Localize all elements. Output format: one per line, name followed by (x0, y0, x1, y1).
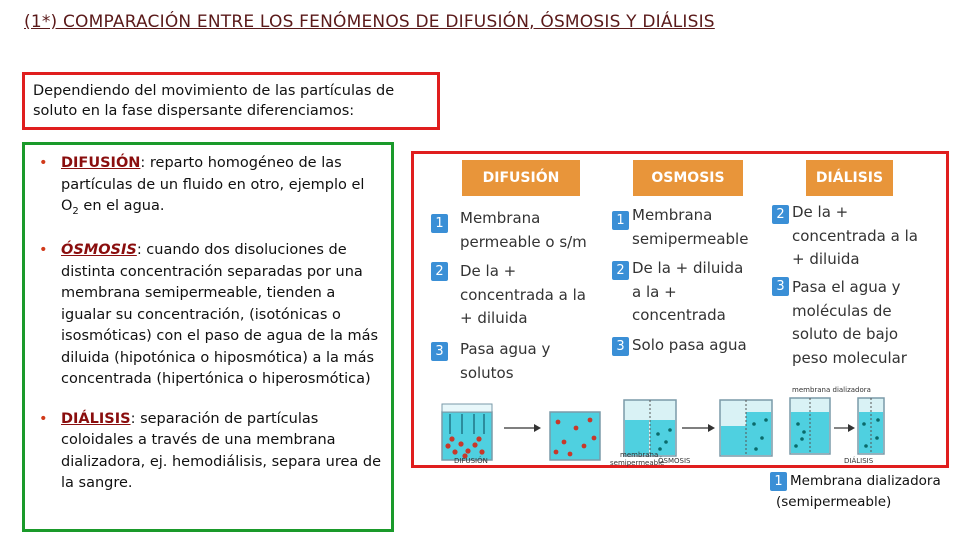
text-line: + diluida (792, 250, 860, 268)
text-line: permeable o s/m (460, 232, 587, 251)
bullet-dot-icon: • (39, 242, 48, 259)
text-line: concentrada a la (792, 226, 918, 245)
membrane-note (770, 471, 941, 513)
intro-line-1: Dependiendo del movimiento de las partículas de (33, 83, 395, 99)
dialysis-beaker (790, 398, 830, 454)
text-line: soluto de bajo (792, 325, 899, 343)
arrow-head-icon (534, 424, 541, 432)
definitions-box (22, 142, 394, 532)
text-line: semipermeable (632, 229, 749, 248)
bullet-tail: en el agua. (78, 198, 165, 214)
number-badge: 3 (772, 277, 789, 296)
arrow-head-icon (848, 424, 855, 432)
number-badge: 2 (772, 205, 789, 224)
text-line: moléculas de (792, 301, 892, 320)
text-line: Pasa el agua y (792, 278, 901, 296)
text-line: Solo pasa agua (632, 336, 747, 354)
term-osmosis: ÓSMOSIS (61, 242, 137, 259)
number-badge: 1 (612, 211, 629, 230)
bullet-dialisis (35, 409, 381, 495)
bullet-dot-icon: • (39, 410, 48, 427)
number-badge: 2 (431, 262, 448, 281)
osmosis-point-2 (632, 257, 743, 328)
caption-difusion: DIFUSIÓN (454, 457, 488, 465)
bullet-text: : reparto homogéneo de las partículas de un fluido en otro, ejemplo el O (61, 155, 365, 214)
bullet-difusion (35, 153, 381, 222)
number-badge: 3 (431, 342, 448, 361)
difusion-point-1 (460, 207, 587, 254)
osmosis-beaker (624, 400, 676, 456)
note-line-2: (semipermeable) (776, 494, 892, 510)
number-badge: 3 (612, 337, 629, 356)
slide-title: (1*) COMPARACIÓN ENTRE LOS FENÓMENOS DE DIFUSIÓN, ÓSMOSIS Y DIÁLISIS (24, 12, 715, 32)
bullet-text: : cuando dos disoluciones de distinta concentración separadas por una membrana semipermeable, tienden a igualar su concentración, (isotónicas o isosmóticas) con el paso de agua de la más diluida (hipotónica o hiposmótica) a la más concentrada (hipertónica o hiperosmótica) (61, 242, 379, 388)
dialysis-beaker-after (858, 398, 884, 454)
text-line: De la + (460, 262, 517, 280)
caption-membrana: membrana (620, 451, 659, 459)
bullet-text: : separación de partículas coloidales a través de una membrana dializadora, ej. hemodiálisis, separa urea de la sangre. (61, 410, 382, 492)
bullet-osmosis (35, 240, 381, 391)
diffusion-beaker (442, 404, 492, 460)
subscript: 2 (72, 205, 79, 217)
text-line: + diluida (460, 309, 528, 327)
caption-osmosis: ÓSMOSIS (658, 457, 691, 465)
header-osmosis: OSMOSIS (633, 160, 743, 196)
caption-dialisis: DIÁLISIS (844, 457, 874, 465)
intro-box (22, 72, 440, 130)
text-line: peso molecular (792, 348, 907, 367)
arrow-head-icon (708, 424, 715, 432)
difusion-point-2 (460, 260, 586, 331)
number-badge: 1 (431, 214, 448, 233)
dialisis-point-2 (792, 201, 918, 272)
comparison-figure (411, 151, 949, 468)
caption-semipermeable: semipermeable (610, 459, 665, 467)
intro-line-2: soluto en la fase dispersante diferenciamos: (33, 103, 355, 119)
text-line: Membrana (632, 206, 713, 224)
osmosis-beaker-after (720, 400, 772, 456)
text-line: Pasa agua y (460, 340, 551, 358)
text-line: Membrana (460, 209, 541, 227)
number-badge: 2 (612, 261, 629, 280)
header-difusion: DIFUSIÓN (462, 160, 580, 196)
caption-membrana-dializadora: membrana dializadora (792, 386, 871, 394)
header-dialisis: DIÁLISIS (806, 160, 893, 196)
text-line: a la + (632, 282, 677, 301)
term-dialisis: DIÁLISIS (61, 410, 131, 427)
diffusion-beaker-mixed (550, 412, 600, 460)
text-line: concentrada a la (460, 285, 586, 304)
text-line: De la + (792, 203, 849, 221)
text-line: De la + diluida (632, 259, 744, 277)
text-line: solutos (460, 363, 514, 382)
bullet-dot-icon: • (39, 155, 48, 171)
term-difusion: DIFUSIÓN (61, 155, 141, 171)
osmosis-point-3 (632, 334, 747, 358)
note-text: Membrana dializadora (790, 473, 941, 489)
difusion-point-3 (460, 338, 550, 385)
note-line-1 (770, 471, 941, 492)
dialisis-point-3 (792, 276, 907, 370)
number-badge: 1 (770, 472, 787, 491)
osmosis-point-1 (632, 204, 748, 251)
text-line: concentrada (632, 306, 726, 324)
